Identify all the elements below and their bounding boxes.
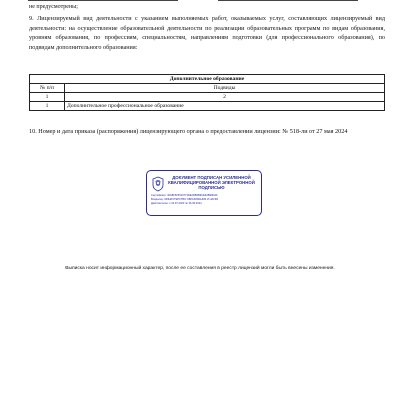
table-row [30,102,385,111]
section-9-text: 9. Лицензируемый вид деятельности с указанием выполняемых работ, оказываемых услуг, составляющих лицензируемый вид деятельности: на осуществление образовательной деятельности по реализации образовательных программ по видам образования, уровням образования, по профессиям, специальностям, направлениям подготовки (для профессионального образования), по подвидам дополнительного образования: [29,15,385,51]
stamp-validity-line: Действителен: с 04.07.2023 по 26.09.2024 [151,202,202,205]
table-header-row [30,84,385,93]
column-header-number: № п/п [30,84,65,93]
table-caption: Дополнительное образование [30,75,385,84]
column-header-subtypes: Подвиды [65,84,385,93]
electronic-signature-stamp [146,170,262,216]
table-cell: 1 [30,93,65,102]
stamp-certificate-line: Сертификат: 4FA8F5F6519774DE2DB3B9CE6AB96DAF [151,194,218,197]
table-cell: 2 [65,93,385,102]
stamp-title: ДОКУМЕНТ ПОДПИСАН УСИЛЕННОЙ КВАЛИФИЦИРОВАННОЙ ЭЛЕКТРОННОЙ ПОДПИСЬЮ [168,175,255,190]
previous-paragraph-end: не предусмотрены; [29,4,78,10]
table-row [30,93,385,102]
education-subtypes-table [29,74,385,111]
table-caption-row [30,75,385,84]
table-cell: Дополнительное профессиональное образование [65,102,385,111]
footer-disclaimer: Выписка носит информационный характер, после ее составления в реестр лицензий могли быть внесены изменения. [65,266,335,271]
stamp-owner-line: Владелец: МИНИСТЕРСТВО ОБРАЗОВАНИЯ И НАУКИ [151,198,219,201]
table-cell: 1 [30,102,65,111]
section-10-text: 10. Номер и дата приказа (распоряжения) лицензирующего органа о предоставлении лицензии: № 518-ли от 27 мая 2024 [29,128,348,135]
coat-of-arms-icon [151,176,165,192]
